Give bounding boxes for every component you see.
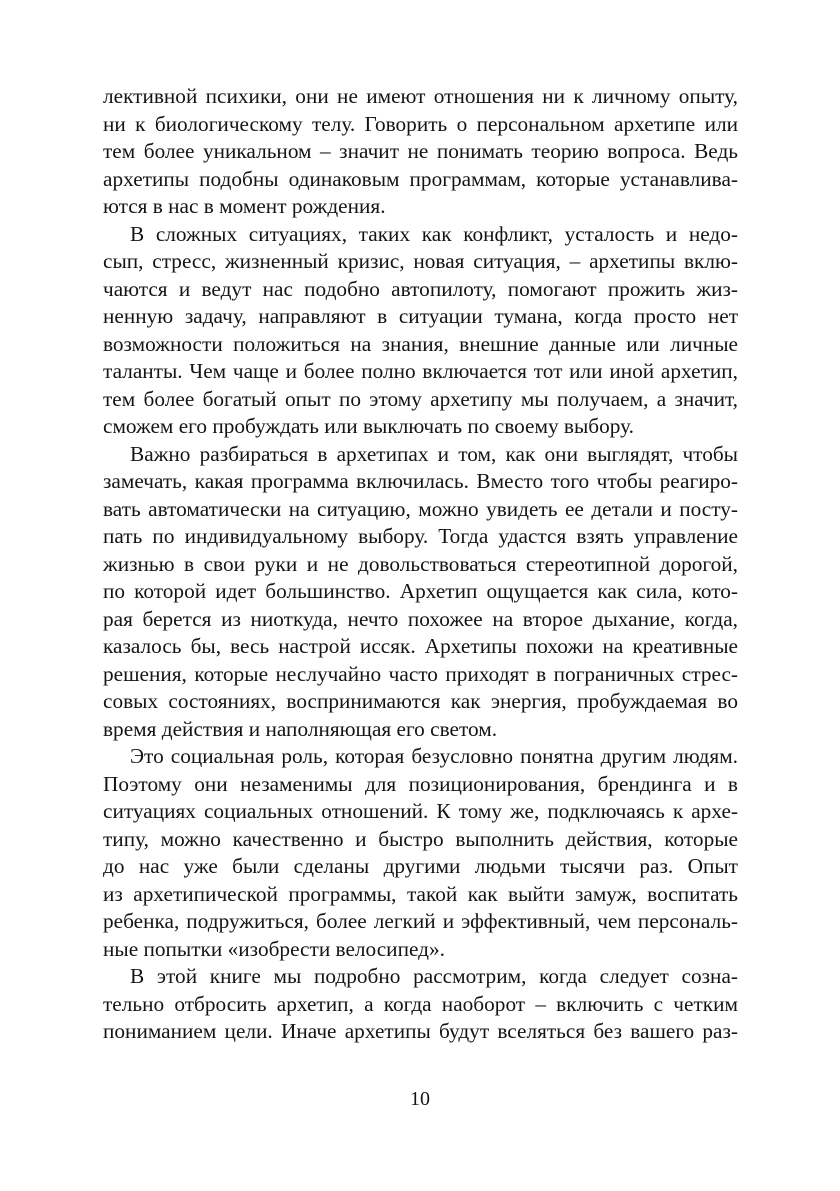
- text-line: сып, стресс, жизненный кризис, новая ситуация, – архетипы вклю-: [103, 249, 738, 273]
- paragraph-3: [103, 441, 738, 744]
- text-line: пониманием цели. Иначе архетипы будут вселяться без вашего раз-: [103, 1019, 738, 1043]
- text-line: ни к биологическому телу. Говорить о персональном архетипе или: [103, 111, 738, 136]
- text-line: совых состояниях, воспринимаются как энергия, пробуждаемая во: [103, 689, 738, 713]
- text-line: замечать, какая программа включилась. Вместо того чтобы реагиро-: [103, 469, 738, 493]
- text-line: таланты. Чем чаще и более полно включается тот или иной архетип,: [103, 359, 738, 383]
- text-line: ситуациях социальных отношений. К тому же, подключаясь к архе-: [103, 799, 738, 823]
- paragraph-2: [103, 221, 738, 441]
- text-line: ненную задачу, направляют в ситуации тумана, когда просто нет: [103, 304, 738, 328]
- page-number: 10: [410, 1088, 430, 1110]
- text-line: пать по индивидуальному выбору. Тогда удастся взять управление: [103, 524, 738, 548]
- text-line: по которой идет большинство. Архетип ощущается как сила, кото-: [103, 579, 738, 603]
- text-line: типу, можно качественно и быстро выполнить действия, которые: [103, 826, 738, 851]
- text-line: возможности положиться на знания, внешние данные или личные: [103, 331, 738, 356]
- text-line: решения, которые неслучайно часто приходят в пограничных стрес-: [103, 661, 738, 686]
- text-line: казалось бы, весь настрой иссяк. Архетипы похожи на креативные: [103, 634, 738, 658]
- text-line: время действия и наполняющая его светом.: [103, 716, 498, 741]
- paragraph-1: [103, 83, 738, 221]
- text-line: тем более богатый опыт по этому архетипу мы получаем, а значит,: [103, 386, 738, 411]
- text-line: архетипы подобны одинаковым программам, которые устанавлива-: [103, 166, 738, 191]
- text-line: тельно отбросить архетип, а когда наоборот – включить с четким: [103, 991, 738, 1016]
- paragraph-5: [103, 963, 738, 1046]
- body-text: [103, 83, 738, 1046]
- text-line: жизнью в свои руки и не довольствоваться стереотипной дорогой,: [103, 551, 738, 576]
- text-line: тем более уникальном – значит не понимать теорию вопроса. Ведь: [103, 139, 738, 163]
- text-line: чаются и ведут нас подобно автопилоту, помогают прожить жиз-: [103, 276, 738, 301]
- text-line: ются в нас в момент рождения.: [103, 194, 386, 218]
- text-line: до нас уже были сделаны другими людьми тысячи раз. Опыт: [103, 854, 738, 878]
- text-line: из архетипической программы, такой как выйти замуж, воспитать: [103, 881, 738, 906]
- text-line: ребенка, подружиться, более легкий и эффективный, чем персональ-: [103, 909, 738, 933]
- paragraph-4: [103, 743, 738, 963]
- text-line: В сложных ситуациях, таких как конфликт, усталость и недо-: [130, 221, 738, 246]
- text-line: ные попытки «изобрести велосипед».: [103, 936, 445, 961]
- text-line: Важно разбираться в архетипах и том, как они выглядят, чтобы: [130, 441, 738, 466]
- text-line: сможем его пробуждать или выключать по своему выбору.: [103, 414, 634, 438]
- text-line: вать автоматически на ситуацию, можно увидеть ее детали и посту-: [103, 496, 738, 521]
- text-line: Это социальная роль, которая безусловно понятна другим людям.: [130, 744, 738, 768]
- text-line: В этой книге мы подробно рассмотрим, когда следует созна-: [130, 964, 738, 988]
- text-line: рая берется из ниоткуда, нечто похожее на второе дыхание, когда,: [103, 606, 738, 631]
- text-line: лективной психики, они не имеют отношения ни к личному опыту,: [103, 84, 738, 108]
- text-line: Поэтому они незаменимы для позиционирования, брендинга и в: [103, 771, 738, 796]
